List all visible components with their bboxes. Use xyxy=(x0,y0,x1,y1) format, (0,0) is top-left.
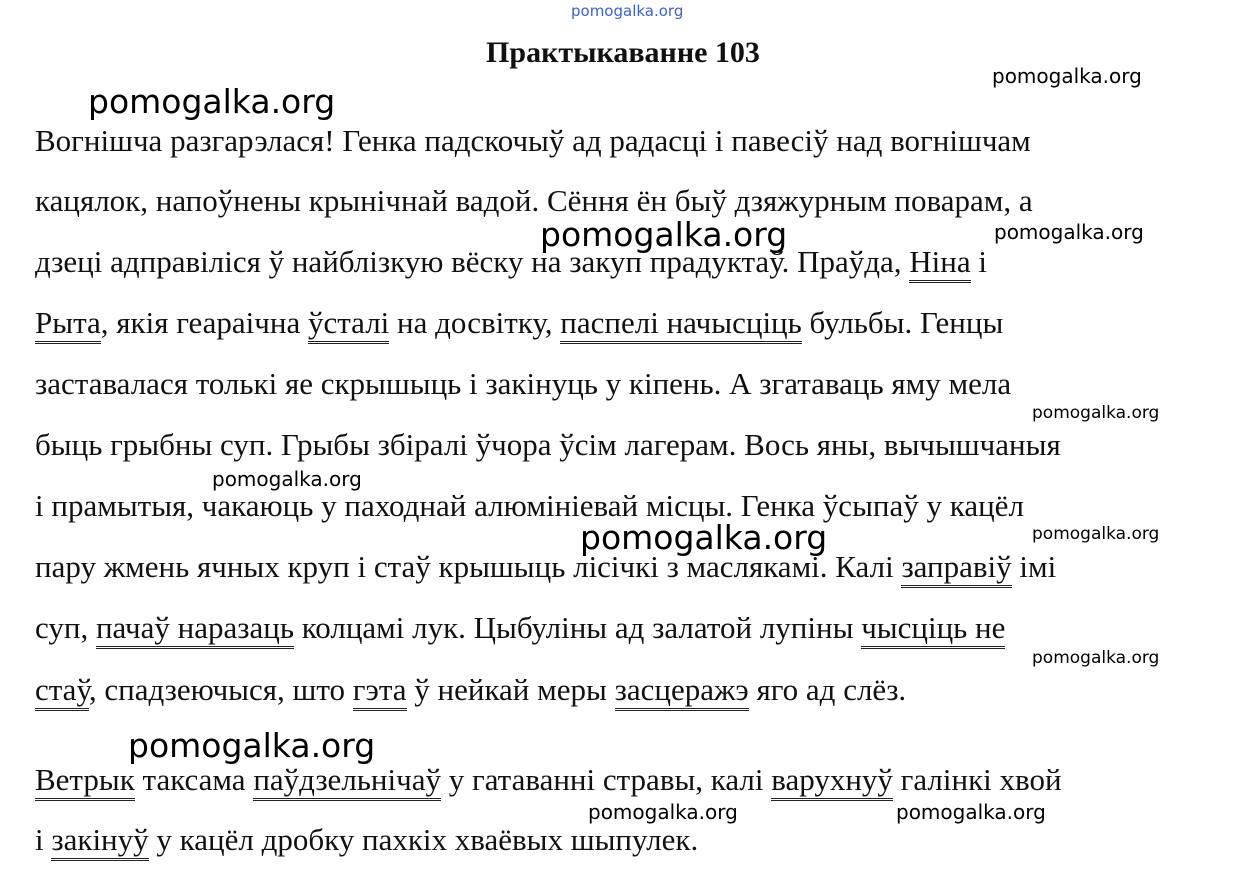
text-segment: , спадзеючыся, што xyxy=(88,672,353,707)
watermark-small-4: pomogalka.org xyxy=(212,467,362,491)
watermark-small-8: pomogalka.org xyxy=(896,800,1046,824)
text-segment: ў нейкай меры xyxy=(406,672,615,707)
text-segment: заставалася толькі яе скрышыць і закінуць у кіпень. А згатаваць яму мела xyxy=(35,366,1012,401)
watermark-large-4: pomogalka.org xyxy=(128,726,376,765)
text-segment: і xyxy=(35,822,52,857)
text-segment: на досвітку, xyxy=(389,305,561,340)
watermark-small-1: pomogalka.org xyxy=(992,64,1142,88)
text-segment: яго ад слёз. xyxy=(748,672,907,707)
watermark-large-2: pomogalka.org xyxy=(540,215,788,254)
text-line xyxy=(35,610,1005,646)
text-segment: пару жмень ячных круп і стаў крышыць лісічкі з маслякамі. Калі xyxy=(35,549,902,584)
text-segment: бульбы. Генцы xyxy=(801,305,1004,340)
text-segment: галінкі хвой xyxy=(892,762,1062,797)
text-line xyxy=(35,762,1062,798)
text-segment: Вогнішча разгарэлася! Генка падскочыў ад радасці і павесіў над вогнішчам xyxy=(35,123,1031,158)
text-segment: таксама xyxy=(134,762,254,797)
text-line xyxy=(35,183,1033,219)
underlined-word: Ветрык xyxy=(35,762,135,801)
watermark-small-5: pomogalka.org xyxy=(1032,524,1160,544)
text-segment: дзеці адправіліся ў найблізкую вёску на закуп прадуктаў. Праўда, xyxy=(35,244,910,279)
text-line xyxy=(35,488,1024,524)
text-segment: у кацёл дробку пахкіх хваёвых шыпулек. xyxy=(148,822,699,857)
text-line xyxy=(35,366,1011,402)
text-segment: у гатаванні стравы, калі xyxy=(440,762,772,797)
watermark-small-2: pomogalka.org xyxy=(994,220,1144,244)
text-line xyxy=(35,672,906,708)
underlined-word: засцеражэ xyxy=(615,672,749,711)
underlined-word: чысціць не xyxy=(861,610,1005,649)
text-segment: суп, xyxy=(35,610,96,645)
text-segment: быць грыбны суп. Грыбы збіралі ўчора ўсім лагерам. Вось яны, вычышчаныя xyxy=(35,427,1061,462)
text-segment: , якія геараічна xyxy=(100,305,308,340)
watermark-small-6: pomogalka.org xyxy=(1032,648,1160,668)
watermark-small-3: pomogalka.org xyxy=(1032,403,1160,423)
underlined-word: закінуў xyxy=(51,822,148,861)
underlined-word: заправіў xyxy=(901,549,1011,588)
watermark-large-3: pomogalka.org xyxy=(580,518,828,557)
text-line xyxy=(35,123,1031,159)
text-line xyxy=(35,427,1061,463)
watermark-small-7: pomogalka.org xyxy=(588,800,738,824)
text-segment: колцамі лук. Цыбуліны ад залатой лупіны xyxy=(294,610,862,645)
underlined-word: Ніна xyxy=(909,244,970,283)
text-segment: імі xyxy=(1011,549,1057,584)
text-line xyxy=(35,822,698,858)
text-segment: і xyxy=(970,244,988,279)
underlined-word: ўсталі xyxy=(308,305,389,344)
watermark-top: pomogalka.org xyxy=(571,2,684,20)
underlined-word: варухнуў xyxy=(771,762,893,801)
underlined-word: паўдзельнічаў xyxy=(253,762,441,801)
text-line xyxy=(35,549,1056,585)
underlined-word: стаў xyxy=(35,672,89,711)
exercise-title: Практыкаванне 103 xyxy=(486,36,760,69)
text-segment: і прамытыя, чакаюць у паходнай алюмініевай місцы. Генка ўсыпаў у кацёл xyxy=(35,488,1024,523)
text-line xyxy=(35,305,1003,341)
underlined-word: гэта xyxy=(353,672,407,711)
underlined-word: паспелі начысціць xyxy=(560,305,802,344)
watermark-large-1: pomogalka.org xyxy=(88,82,336,121)
underlined-word: пачаў наразаць xyxy=(96,610,294,649)
text-line xyxy=(35,244,987,280)
text-segment: кацялок, напоўнены крынічнай вадой. Сёння ён быў дзяжурным поварам, а xyxy=(35,183,1033,218)
underlined-word: Рыта xyxy=(35,305,101,344)
